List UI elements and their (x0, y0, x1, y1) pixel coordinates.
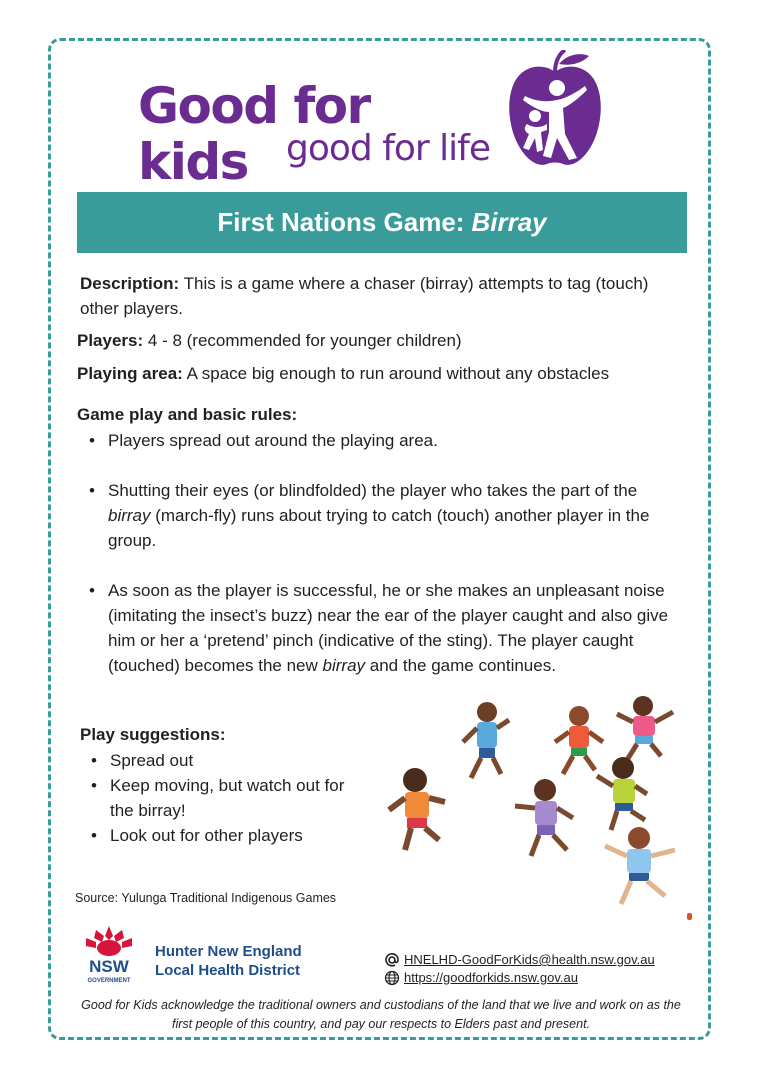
rule-italic: birray (108, 506, 151, 525)
child-figure (555, 706, 603, 774)
suggestions-heading: Play suggestions: (80, 725, 226, 744)
rule-text: and the game continues. (365, 656, 556, 675)
running-children-illustration (375, 690, 695, 920)
district-name (155, 942, 302, 980)
acknowledgement-text: Good for Kids acknowledge the traditional owners and custodians of the land that we live and work on as the first people of this country, and pay our respects to Elders past and present. (81, 998, 681, 1031)
description-paragraph (80, 271, 680, 321)
rule-text: (march-fly) runs about trying to catch (touch) another player in the group. (108, 506, 650, 550)
district-line-2: Local Health District (155, 962, 301, 979)
list-item (80, 428, 680, 453)
rule-text: Shutting their eyes (or blindfolded) the player who takes the part of the (108, 481, 638, 500)
list-item: • Spread out (82, 748, 362, 773)
child-figure (515, 779, 573, 856)
email-row (384, 951, 655, 969)
source-credit: Source: Yulunga Traditional Indigenous Games (75, 891, 337, 905)
contact-block (384, 951, 655, 987)
players-text: 4 - 8 (recommended for younger children) (143, 331, 462, 350)
playing-area-paragraph (77, 361, 677, 386)
title-banner (77, 192, 687, 253)
rules-heading: Game play and basic rules: (77, 405, 298, 424)
playing-area-text: A space big enough to run around without any obstacles (182, 364, 610, 383)
rule-text: As soon as the player is successful, he or she makes an unpleasant noise (imitating the insect’s buzz) near the ear of the player caught and also give him or her a ‘pretend’ pinch (indicative of the sting). The player caught (touched) becomes the new (108, 581, 669, 675)
child-figure (389, 768, 445, 850)
players-label: Players: (77, 331, 144, 350)
title-game-name: Birray (471, 207, 547, 237)
players-paragraph (77, 328, 677, 353)
globe-icon (384, 970, 400, 986)
child-figure (605, 827, 675, 904)
playing-area-label: Playing area: (77, 364, 183, 383)
website-row (384, 969, 655, 987)
child-figure (617, 696, 673, 760)
list-item: • Keep moving, but watch out for the birray! (82, 773, 362, 823)
good-for-kids-logo (138, 78, 488, 190)
nsw-government-logo (78, 924, 140, 986)
logo-line-1: Good for kids (138, 77, 370, 191)
title-prefix: First Nations Game: (217, 207, 465, 237)
email-link[interactable]: HNELHD-GoodForKids@health.nsw.gov.au (404, 952, 655, 967)
description-text: This is a game where a chaser (birray) attempts to tag (touch) other players. (80, 274, 649, 318)
list-item (80, 578, 680, 678)
list-item (80, 478, 680, 553)
rules-list (80, 428, 680, 703)
rule-italic: birray (322, 656, 366, 675)
apple-family-logo-icon (505, 50, 605, 172)
nsw-government-text: GOVERNMENT (87, 978, 131, 984)
district-line-1: Hunter New England (155, 943, 302, 960)
suggestions-list (82, 748, 362, 848)
child-figure (463, 702, 509, 778)
waratah-icon (86, 926, 132, 956)
list-item: • Look out for other players (82, 823, 362, 848)
child-figure (597, 757, 647, 830)
at-sign-icon (384, 952, 400, 968)
decorative-dot (687, 913, 692, 920)
nsw-text: NSW (89, 957, 129, 976)
description-label: Description: (80, 274, 180, 293)
rule-text: Players spread out around the playing area. (108, 431, 438, 450)
logo-line-2: good for life (286, 128, 490, 169)
website-link[interactable]: https://goodforkids.nsw.gov.au (404, 970, 578, 985)
